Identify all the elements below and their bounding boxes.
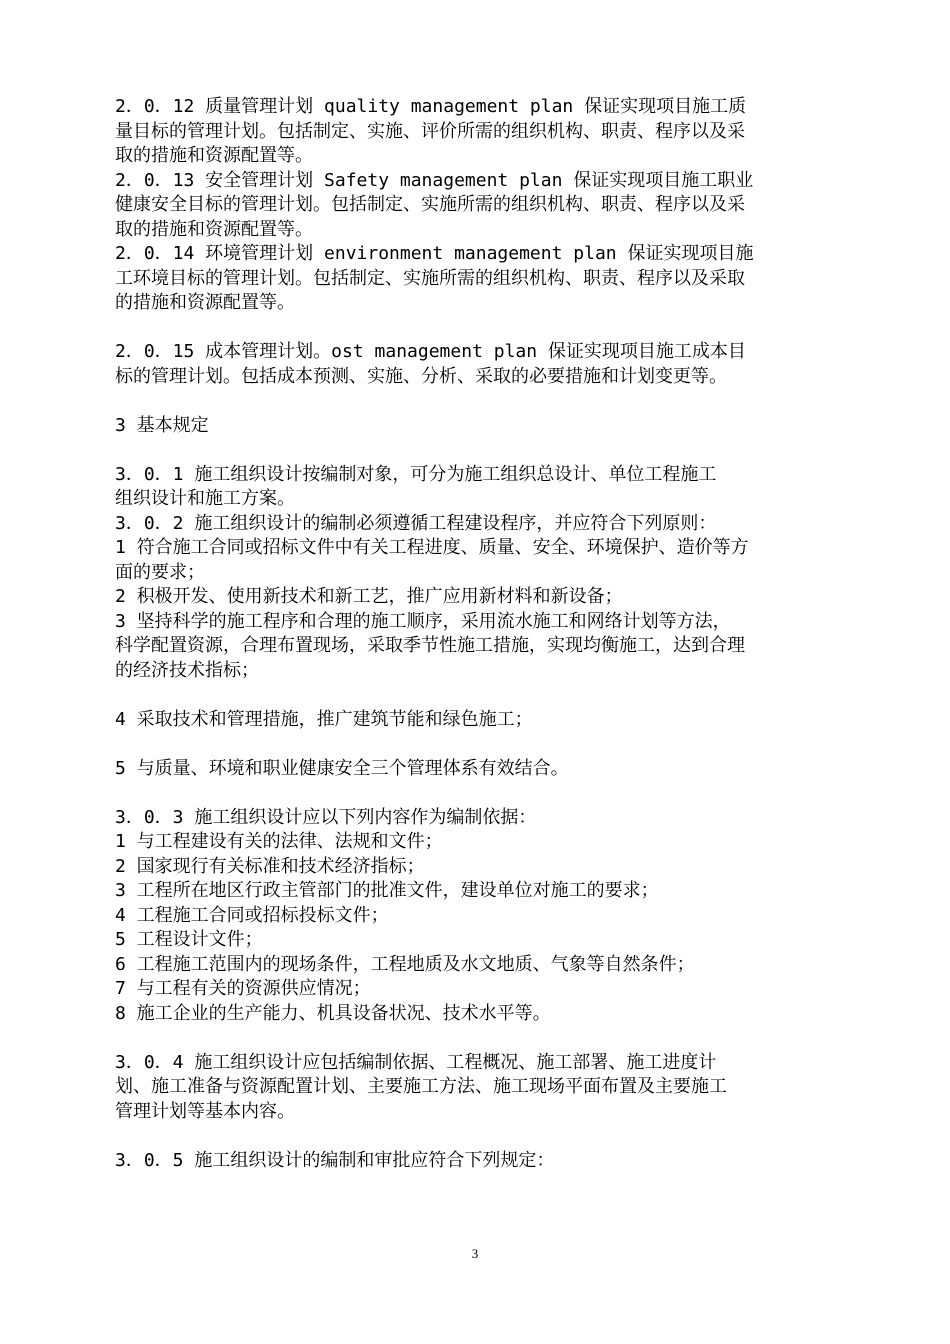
text-line: 健康安全目标的管理计划。包括制定、实施所需的组织机构、职责、程序以及采 [115,194,745,215]
text-line: 3．0．1 施工组织设计按编制对象，可分为施工组织总设计、单位工程施工 [115,463,717,485]
paragraph [115,1149,875,1174]
text-line: 的经济技术指标； [115,659,259,681]
text-line: 6 工程施工范围内的现场条件，工程地质及水文地质、气象等自然条件； [115,953,695,975]
text-line: 3 工程所在地区行政主管部门的批准文件，建设单位对施工的要求； [115,880,659,901]
paragraph [115,340,875,389]
text-line: 3 坚持科学的施工程序和合理的施工顺序，采用流水施工和网络计划等方法， [115,610,731,632]
text-line: 管理计划等基本内容。 [115,1100,295,1122]
text-line: 面的要求； [115,561,205,583]
text-line: 的措施和资源配置等。 [115,292,295,313]
text-line: 科学配置资源，合理布置现场，采取季节性施工措施，实现均衡施工，达到合理 [115,635,745,656]
text-line: 2．0．15 成本管理计划。ost management plan 保证实现项目施工成本目 [115,341,746,362]
paragraph-spacer [115,1026,875,1051]
page-number: 3 [471,1246,479,1261]
text-line: 工环境目标的管理计划。包括制定、实施所需的组织机构、职责、程序以及采取 [115,267,745,289]
paragraph [115,757,875,782]
text-line: 1 符合施工合同或招标文件中有关工程进度、质量、安全、环境保护、造价等方 [115,537,749,558]
paragraph-spacer [115,438,875,463]
paragraph [115,806,875,1027]
paragraph [115,169,875,243]
paragraph-spacer [115,316,875,341]
paragraph [115,1051,875,1125]
text-line: 取的措施和资源配置等。 [115,145,313,166]
text-line: 标的管理计划。包括成本预测、实施、分析、采取的必要措施和计划变更等。 [115,365,727,387]
text-line: 1 与工程建设有关的法律、法规和文件； [115,831,443,852]
text-line: 3．0．2 施工组织设计的编制必须遵循工程建设程序，并应符合下列原则： [115,512,717,534]
text-line: 3．0．5 施工组织设计的编制和审批应符合下列规定： [115,1149,555,1171]
text-line: 2．0．13 安全管理计划 Safety management plan 保证实现项目施工职业 [115,169,754,191]
paragraph [115,512,875,684]
document-body [115,95,875,1173]
paragraph [115,242,875,316]
text-line: 5 工程设计文件； [115,929,263,950]
paragraph [115,95,875,169]
text-line: 3．0．4 施工组织设计应包括编制依据、工程概况、施工部署、施工进度计 [115,1051,717,1073]
text-line: 2 国家现行有关标准和技术经济指标； [115,855,425,877]
text-line: 2．0．12 质量管理计划 quality management plan 保证实现项目施工质 [115,96,747,117]
paragraph-spacer [115,389,875,414]
text-line: 组织设计和施工方案。 [115,488,295,509]
paragraph-spacer [115,1124,875,1149]
text-line: 2 积极开发、使用新技术和新工艺，推广应用新材料和新设备； [115,586,623,607]
text-line: 取的措施和资源配置等。 [115,218,313,240]
text-line: 3 基本规定 [115,414,209,436]
text-line: 量目标的管理计划。包括制定、实施、评价所需的组织机构、职责、程序以及采 [115,120,745,142]
paragraph-spacer [115,732,875,757]
text-line: 4 工程施工合同或招标投标文件； [115,904,389,926]
paragraph [115,414,875,439]
paragraph-spacer [115,683,875,708]
text-line: 8 施工企业的生产能力、机具设备状况、技术水平等。 [115,1002,551,1024]
text-line: 3．0．3 施工组织设计应以下列内容作为编制依据： [115,806,537,828]
paragraph [115,708,875,733]
text-line: 7 与工程有关的资源供应情况； [115,978,371,999]
text-line: 4 采取技术和管理措施，推广建筑节能和绿色施工； [115,708,533,730]
text-line: 2．0．14 环境管理计划 environment management plan 保证实现项目施 [115,243,754,264]
paragraph-spacer [115,781,875,806]
text-line: 5 与质量、环境和职业健康安全三个管理体系有效结合。 [115,757,569,779]
text-line: 划、施工准备与资源配置计划、主要施工方法、施工现场平面布置及主要施工 [115,1076,727,1097]
paragraph [115,463,875,512]
